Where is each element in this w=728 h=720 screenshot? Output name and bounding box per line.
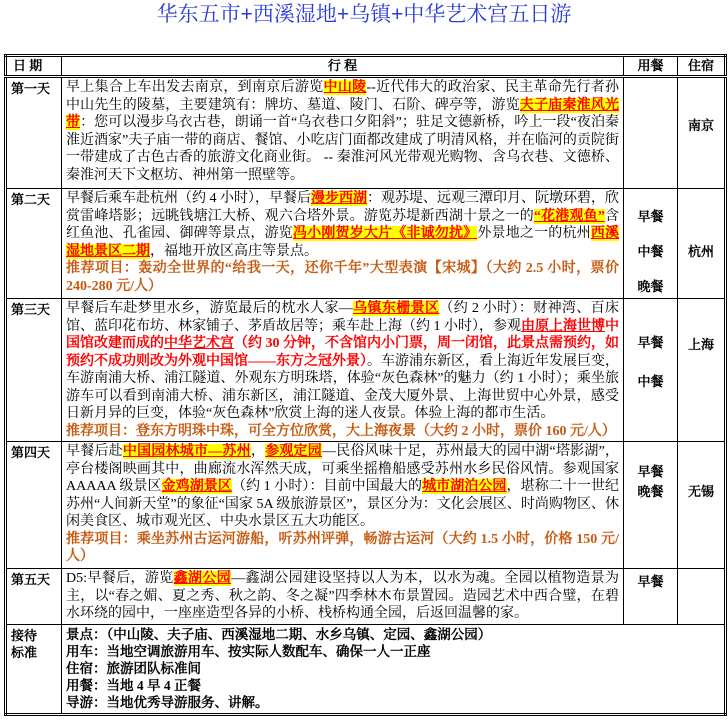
- day-row: [6, 77, 726, 189]
- meals-cell: [624, 299, 678, 442]
- day-label: 第五天: [11, 572, 51, 587]
- day-cell: [6, 77, 62, 189]
- attraction-notice: 中国馆改建而成的: [66, 318, 619, 351]
- attraction-highlight: 漫步西湖: [311, 191, 367, 206]
- meal-item: 晚餐: [637, 484, 664, 499]
- itinerary-text: ：观苏堤、远观三潭印月、阮墩环碧，欣赏雷峰塔影；远眺钱塘江大桥、观六合塔外景。游览苏堤新西湖十景之一的: [66, 191, 619, 224]
- itinerary-text: ：您可以漫步乌衣古巷，朗诵一首“乌衣巷口夕阳斜”；驻足文德新桥，吟上一段“夜泊秦淮近酒家”夫子庙一带的商店、餐馆、小吃店门面都改建成了明清风格，并在临河的贡院街一带建成了古色古香的旅游文化商业街。 -- 秦淮河风光带观光购物、含乌衣巷、文德桥、秦淮河天下文枢坊、神州第一照壁等。: [66, 115, 619, 183]
- itinerary-text: —鑫湖公园建设坚持以人为本，以水为魂。全园以植物造景为主，以“春之媚、夏之秀、秋之韵、冬之凝”四季林木布景置园。造园艺术中西合璧，在碧水环绕的园中，一座座造型各异的小桥、栈桥构通全园，后返回温馨的家。: [66, 571, 619, 621]
- day-lodging: 上海: [687, 337, 714, 352]
- day-cell: [6, 189, 62, 299]
- lodging-cell: [678, 442, 726, 569]
- lodging-cell: [678, 299, 726, 442]
- meal-item: 晚餐: [637, 279, 664, 294]
- meal-item: 早餐: [637, 464, 664, 479]
- day-meals: [628, 443, 673, 500]
- lodging-cell: [678, 189, 726, 299]
- attraction-highlight: 中国园林城市—苏州: [122, 444, 251, 459]
- recommended-item: 推荐项目：乘坐苏州古运河游船，听苏州评弹，畅游古运河（大约 1.5 小时，价格 150 元/人）: [66, 531, 619, 564]
- attraction-notice: 由原上海世博: [521, 318, 605, 334]
- table-header-row: [6, 56, 726, 77]
- day-cell: [6, 569, 62, 625]
- day-itinerary: [66, 79, 619, 187]
- itinerary-text: 。车游浦东新区，看上海近年发展巨变，车游南浦大桥、浦江隧道、外观东方明珠塔，体验“灰色森林”的魅力（约 1 小时）；乘坐旅游车可以看到南浦大桥、浦东新区，浦江隧道、金茂大厦外景、上海世贸中心外景，感受日新月异的巨变，体验“灰色森林”欣赏上海的迷人夜景。体验上海的都市生活。: [66, 353, 619, 421]
- day-row: [6, 442, 726, 569]
- itinerary-text: ，福地开放区高庄等景点。: [150, 243, 318, 259]
- day-meals: [628, 190, 673, 295]
- meal-item: 中餐: [637, 244, 664, 259]
- reception-label: 接待标准: [11, 628, 38, 660]
- attraction-highlight: 西溪湿地景区二期: [66, 226, 619, 259]
- reception-line-guide: 导游：当地优秀导游服务、讲解。: [66, 695, 269, 710]
- day-itinerary: [66, 190, 619, 297]
- header-itinerary: 行 程: [62, 56, 624, 77]
- itinerary-text: 外景地之一的杭州: [477, 226, 591, 241]
- day-cell: [6, 299, 62, 442]
- itinerary-text: （约 2 小时）：财神湾、百床馆、蓝印花布坊、林家铺子、茅盾故居等；乘车赴上海（约 1 小时），参观: [66, 301, 619, 334]
- itinerary-cell: [62, 77, 624, 189]
- reception-line-lodging: 住宿：旅游团队标准间: [66, 661, 201, 676]
- day-label: 第二天: [11, 192, 51, 207]
- reception-standards: [66, 626, 720, 712]
- itinerary-cell: [62, 299, 624, 442]
- lodging-cell: [678, 77, 726, 189]
- meals-cell: [624, 77, 678, 189]
- attraction-highlight: 城市湖泊公园: [422, 479, 507, 494]
- day-row: [6, 299, 726, 442]
- attraction-notice: （约 30 分钟，不含馆内小门票，周一闭馆，此景点需预约，如预约不成功则改为外观中国馆——东方之冠外景）: [66, 336, 619, 369]
- itinerary-text: （约 1 小时）：目前中国最大的: [231, 479, 423, 494]
- attraction-highlight: “花港观鱼”: [533, 208, 605, 224]
- itinerary-text: ，堪称二十一世纪苏州“人间新天堂”的象征“国家 5A 级旅游景区”，景区分为：文化会展区、时尚购物区、休闲美食区、城市观光区、中央水景区五大功能区。: [66, 479, 619, 529]
- attraction-highlight: 金鸡湖景区: [161, 479, 232, 494]
- itinerary-cell: [62, 569, 624, 625]
- itinerary-text: 早上集合上车出发去南京，到南京后游览: [66, 80, 324, 95]
- day-row: [6, 189, 726, 299]
- header-meals: 用餐: [624, 56, 678, 77]
- itinerary-table: [4, 54, 727, 716]
- header-date: 日 期: [6, 56, 62, 77]
- meal-item: 早餐: [637, 209, 664, 224]
- day-lodging: 无锡: [687, 484, 714, 499]
- itinerary-text: 早餐后赴: [66, 444, 123, 459]
- itinerary-text: ，: [250, 444, 266, 459]
- attraction-highlight: 中山陵: [323, 80, 367, 95]
- day-itinerary: [66, 443, 619, 567]
- itinerary-text: 含红鱼池、孔雀园、御碑等景点，游览: [66, 208, 619, 241]
- day-cell: [6, 442, 62, 569]
- day-itinerary: [66, 570, 619, 623]
- itinerary-cell: [62, 442, 624, 569]
- itinerary-title: 华东五市+西溪湿地+乌镇+中华艺术宫五日游: [156, 3, 572, 26]
- day-itinerary: [66, 300, 619, 440]
- recommended-item: 推荐项目：登东方明珠中珠，可全方位欣赏，大上海夜景（大约 2 小时，票价 160 元/人）: [66, 423, 616, 439]
- itinerary-text: —民俗风味十足，苏州最大的园中湖“塔影湖”，亭台楼阁映画其中，曲廊流水浑然天成，可乘坐摇橹船感受苏州水乡民俗风情。参观国家 AAAAA 级景区: [66, 444, 619, 494]
- meal-item: 早餐: [637, 574, 664, 589]
- itinerary-cell: [62, 189, 624, 299]
- meals-cell: [624, 442, 678, 569]
- reception-row: [6, 625, 726, 715]
- day-meals: [628, 300, 673, 390]
- reception-line-meals: 用餐：当地 4 早 4 正餐: [66, 678, 201, 693]
- day-row: [6, 569, 726, 625]
- meals-cell: [624, 569, 678, 625]
- reception-cell: [62, 625, 726, 715]
- meal-item: 早餐: [637, 335, 664, 350]
- day-label: 第一天: [11, 81, 51, 96]
- attraction-highlight: 夫子庙秦淮风光带: [66, 97, 619, 130]
- attraction-highlight: 乌镇东栅景区: [352, 301, 440, 316]
- lodging-cell: [678, 569, 726, 625]
- attraction-highlight: 参观定园: [265, 444, 322, 459]
- attraction-highlight: 冯小刚贺岁大片《非诚勿扰》: [292, 226, 478, 241]
- recommended-item: 推荐项目：轰动全世界的“给我一天，还你千年”大型表演【宋城】（大约 2.5 小时，票价 240-280 元/人）: [66, 261, 619, 294]
- reception-label-cell: [6, 625, 62, 715]
- day-lodging: 杭州: [687, 244, 714, 259]
- itinerary-text: D5:早餐后，游览: [66, 571, 174, 586]
- reception-line-vehicle: 用车：当地空调旅游用车、按实际人数配车、确保一人一正座: [66, 644, 431, 659]
- reception-line-attractions: 景点：（中山陵、夫子庙、西溪湿地二期、水乡乌镇、定园、鑫湖公园）: [66, 627, 492, 642]
- header-lodging: 住宿: [678, 56, 726, 77]
- itinerary-text: --近代伟大的政治家、民主革命先行者孙中山先生的陵墓，主要建筑有：牌坊、墓道、陵门、石阶、碑亭等，游览: [66, 80, 619, 113]
- day-lodging: 南京: [687, 118, 714, 133]
- attraction-highlight: 鑫湖公园: [173, 571, 232, 586]
- itinerary-text: 早餐后乘车赴杭州（约 4 小时），早餐后: [66, 191, 311, 206]
- attraction-notice: 中华艺术宫: [164, 336, 234, 351]
- itinerary-text: 早餐后车赴梦里水乡，游览最后的枕水人家—: [66, 301, 353, 316]
- day-meals: [628, 570, 673, 590]
- day-label: 第三天: [11, 302, 51, 317]
- meal-item: 中餐: [637, 374, 664, 389]
- day-label: 第四天: [11, 445, 51, 460]
- meals-cell: [624, 189, 678, 299]
